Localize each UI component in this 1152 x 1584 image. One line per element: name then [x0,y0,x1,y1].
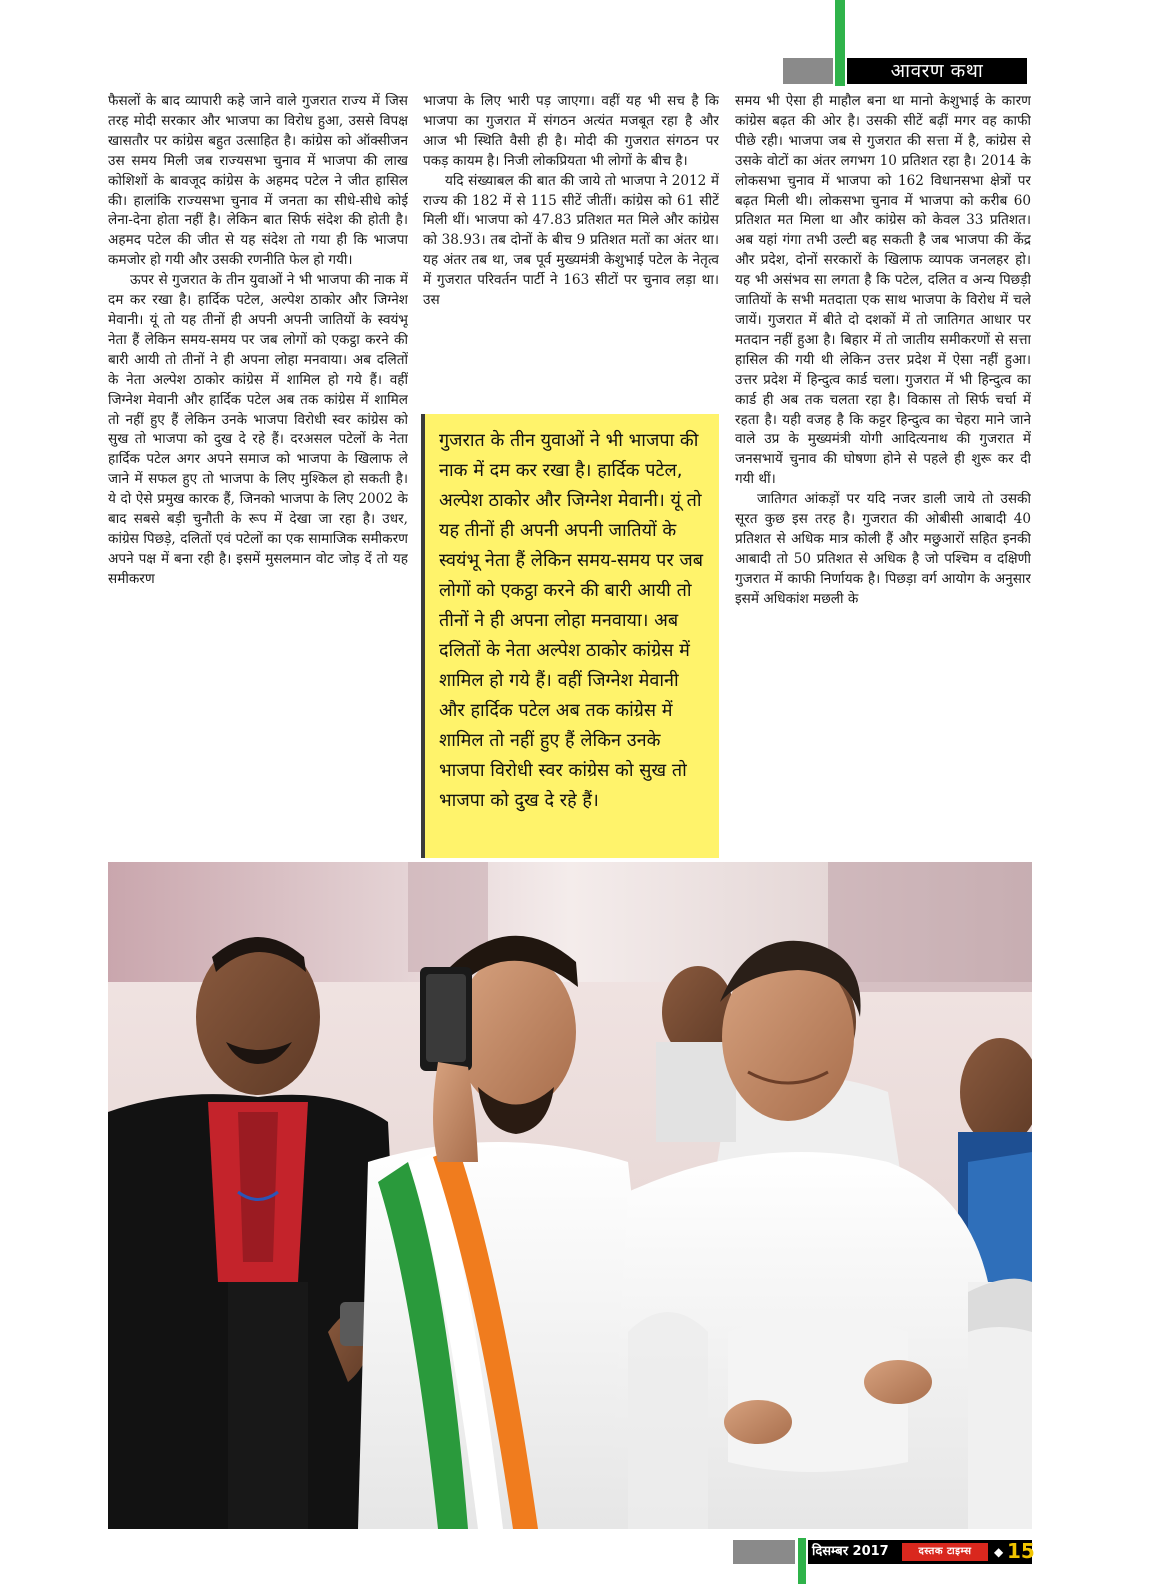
paragraph: भाजपा के लिए भारी पड़ जाएगा। वहीं यह भी सच है कि भाजपा का गुजरात में संगठन अत्यंत मजबूत रहा है और आज भी स्थिति वैसी ही है। मोदी की गुजरात संगठन पर पकड़ कायम है। निजी लोकप्रियता भी लोगों के बीच है। [423,93,719,169]
footer-gray-block [733,1540,795,1564]
paragraph: यदि संख्याबल की बात की जाये तो भाजपा ने 2012 में राज्य की 182 में से 115 सीटें जीतीं। कांग्रेस को 61 सीटें मिली थीं। भाजपा को 47.83 प्रतिशत मत मिले और कांग्रेस को 38.93। तब दोनों के बीच 9 प्रतिशत मतों का अंतर था। यह अंतर तब था, जब पूर्व मुख्यमंत्री केशुभाई पटेल के नेतृत्व में गुजरात परिवर्तन पार्टी ने 163 सीटों पर चुनाव लड़ा था। उस [423,172,719,309]
paragraph: समय भी ऐसा ही माहौल बना था मानो केशुभाई के कारण कांग्रेस बढ़त की ओर है। उसकी सीटें बढ़ीं मगर वह काफी पीछे रही। भाजपा जब से गुजरात की सत्ता में है, कांग्रेस से उसके वोटों का अंतर लगभग 10 प्रतिशत रहा है। 2014 के लोकसभा चुनाव में भाजपा को 162 विधानसभा क्षेत्रों पर बढ़त मिली थी। लोकसभा चुनाव में भाजपा को करीब 60 प्रतिशत मत मिला था और कांग्रेस को केवल 33 प्रतिशत। अब यहां गंगा तभी उल्टी बह सकती है जब भाजपा की केंद्र और प्रदेश, दोनों सरकारों के खिलाफ व्यापक जनलहर हो। यह भी असंभव सा लगता है कि पटेल, दलित व अन्य पिछड़ी जातियों के सभी मतदाता एक साथ भाजपा के विरोध में चले जायें। गुजरात में बीते दो दशकों में तो जातिगत आधार पर मतदान नहीं हुआ है। बिहार में तो जातीय समीकरणों से सत्ता हासिल की गयी थी लेकिन उत्तर प्रदेश में ऐसा नहीं हुआ। उत्तर प्रदेश में हिन्दुत्व कार्ड चला। गुजरात में भी हिन्दुत्व का कार्ड ही अब तक चलता रहा है। विकास तो सिर्फ चर्चा में रहता है। यही वजह है कि कट्टर हिन्दुत्व का चेहरा माने जाने वाले उप्र के मुख्यमंत्री योगी आदित्यनाथ की गुजरात में जनसभायें चुनाव की घोषणा होने से पहले ही शुरू कर दी गयी थीं। [735,93,1031,488]
paragraph: ऊपर से गुजरात के तीन युवाओं ने भी भाजपा की नाक में दम कर रखा है। हार्दिक पटेल, अल्पेश ठाकोर और जिग्नेश मेवानी। यूं तो यह तीनों ही अपनी अपनी जातियों के स्वयंभू नेता हैं लेकिन समय-समय पर जब लोगों को एकट्ठा करने की बारी आयी तो तीनों ने ही अपना लोहा मनवाया। अब दलितों के नेता अल्पेश ठाकोर कांग्रेस में शामिल हो गये हैं। वहीं जिग्नेश मेवानी और हार्दिक पटेल अब तक कांग्रेस में शामिल तो नहीं हुए हैं लेकिन उनके भाजपा विरोधी स्वर कांग्रेस को सुख तो भाजपा को दुख दे रहे हैं। दरअसल पटेलों के नेता हार्दिक पटेल अगर अपने समाज को भाजपा के खिलाफ ले जाने में सफल हुए तो भाजपा के लिए मुश्किल हो सकती है। ये दो ऐसे प्रमुख कारक हैं, जिनको भाजपा के लिए 2002 के बाद सबसे बड़ी चुनौती के रूप में देखा जा रहा है। उधर, कांग्रेस पिछड़े, दलितों एवं पटेलों का एक सामाजिक समीकरण अपने पक्ष में बना रही है। इसमें मुसलमान वोट जोड़ दें तो यह समीकरण [108,272,408,587]
rally-photo-illustration [108,862,1032,1529]
header-gray-block [783,58,833,84]
article-photo [108,862,1032,1529]
header-green-bar [835,0,845,86]
paragraph: जातिगत आंकड़ों पर यदि नजर डाली जाये तो उसकी सूरत कुछ इस तरह है। गुजरात की ओबीसी आबादी 40 प्रतिशत से अधिक मात्र कोली हैं और मछुआरों सहित इनकी आबादी तो 50 प्रतिशत से अधिक है जो पश्चिम व दक्षिणी गुजरात में काफी निर्णायक है। पिछड़ा वर्ग आयोग के अनुसार इसमें अधिकांश मछली के [735,491,1031,607]
article-column-1 [108,92,408,882]
section-tag: आवरण कथा [847,58,1027,84]
pull-quote: गुजरात के तीन युवाओं ने भी भाजपा की नाक में दम कर रखा है। हार्दिक पटेल, अल्पेश ठाकोर और जिग्नेश मेवानी। यूं तो यह तीनों ही अपनी अपनी जातियों के स्वयंभू नेता हैं लेकिन समय-समय पर जब लोगों को एकट्ठा करने की बारी आयी तो तीनों ने ही अपना लोहा मनवाया। अब दलितों के नेता अल्पेश ठाकोर कांग्रेस में शामिल हो गये हैं। वहीं जिग्नेश मेवानी और हार्दिक पटेल अब तक कांग्रेस में शामिल तो नहीं हुए हैं लेकिन उनके भाजपा विरोधी स्वर कांग्रेस को सुख तो भाजपा को दुख दे रहे हैं। [421,414,719,858]
paragraph: फैसलों के बाद व्यापारी कहे जाने वाले गुजरात राज्य में जिस तरह मोदी सरकार और भाजपा का विरोध हुआ, उससे विपक्ष खासतौर पर कांग्रेस बहुत उत्साहित है। कांग्रेस को ऑक्सीजन उस समय मिली जब राज्यसभा चुनाव में भाजपा की लाख कोशिशों के बावजूद कांग्रेस के अहमद पटेल ने जीत हासिल की। हालांकि राज्यसभा चुनाव में जनता का सीधे-सीधे कोई लेना-देना होता नहीं है। लेकिन बात सिर्फ संदेश की होती है। अहमद पटेल की जीत से यह संदेश तो गया ही कि भाजपा कमजोर हो गयी और उसकी रणनीति फेल हो गयी। [108,93,408,269]
diamond-icon: ◆ [994,1545,1004,1559]
article-column-3 [735,92,1031,882]
page-number: 15 [1007,1539,1035,1563]
footer-green-bar [798,1538,806,1584]
article-column-2 [423,92,719,414]
issue-date: दिसम्बर 2017 [812,1544,889,1559]
magazine-logo: दस्तक टाइम्स [902,1543,988,1561]
